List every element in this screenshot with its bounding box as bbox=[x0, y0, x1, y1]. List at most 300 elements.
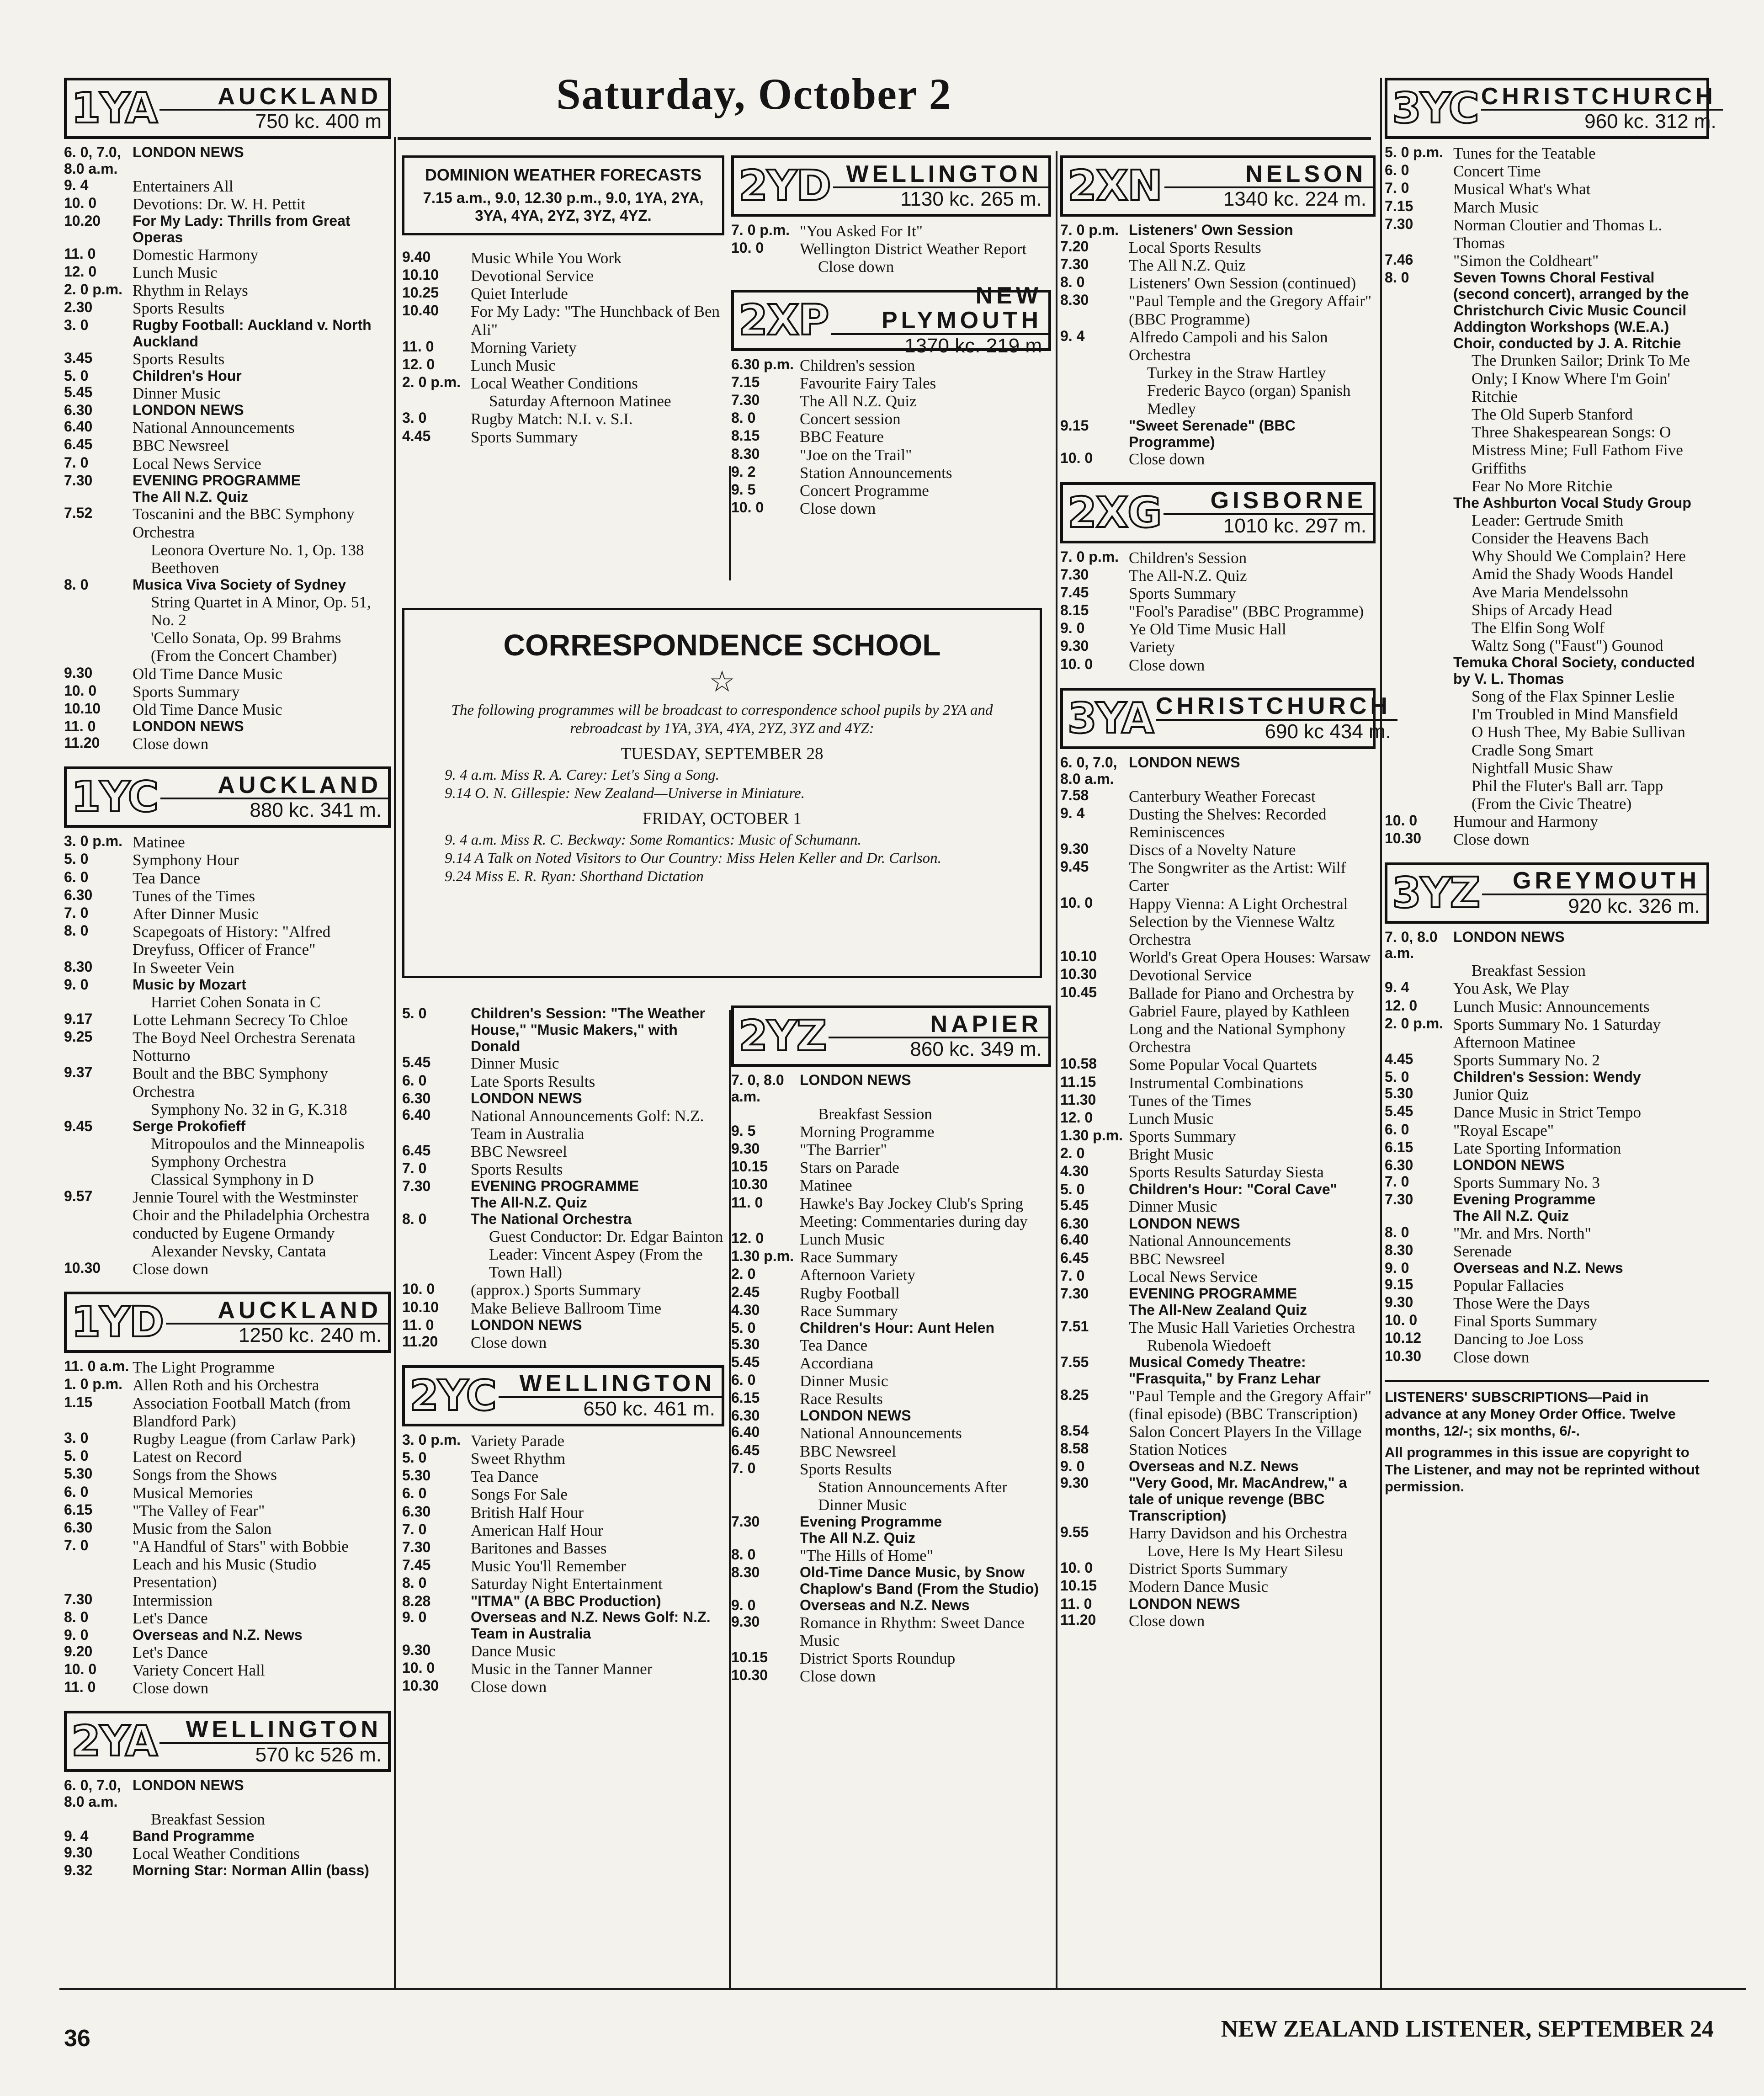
schedule-entry bbox=[1060, 1181, 1376, 1198]
column-divider bbox=[394, 137, 396, 1988]
entry-time: 6.40 bbox=[402, 1106, 431, 1123]
entry-time: 9.37 bbox=[64, 1064, 93, 1081]
entry-time bbox=[1060, 1542, 1129, 1560]
entry-programme: Classical Symphony in D bbox=[151, 1170, 314, 1189]
entry-time: 9.30 bbox=[1385, 1294, 1413, 1311]
entry-programme: LONDON NEWS bbox=[800, 1407, 911, 1424]
entry-programme: Overseas and N.Z. News bbox=[133, 1627, 303, 1644]
schedule-entry bbox=[64, 1862, 391, 1879]
entry-time: 9. 2 bbox=[731, 463, 756, 480]
schedule-entry bbox=[64, 1064, 391, 1100]
entry-programme: Make Believe Ballroom Time bbox=[471, 1299, 662, 1317]
schedule-entry bbox=[1060, 1250, 1376, 1268]
entry-time: 7. 0 bbox=[64, 1537, 89, 1554]
entry-time bbox=[1385, 477, 1453, 495]
schedule-entry bbox=[1060, 364, 1376, 382]
entry-programme: Toscanini and the BBC Symphony Orchestra bbox=[133, 505, 355, 541]
entry-time bbox=[1060, 1336, 1129, 1354]
entry-time: 9.30 bbox=[64, 664, 93, 681]
entry-time: 2. 0 bbox=[1060, 1145, 1085, 1162]
schedule-entry bbox=[731, 1336, 1051, 1354]
entry-programme: "You Asked For It" bbox=[800, 222, 923, 240]
entry-programme: The Songwriter as the Artist: Wilf Carter bbox=[1129, 859, 1346, 895]
entry-time: 9.30 bbox=[402, 1642, 431, 1659]
entry-programme: Local Weather Conditions bbox=[471, 374, 638, 393]
entry-programme: Dance Music in Strict Tempo bbox=[1453, 1103, 1641, 1122]
column-2-bottom bbox=[402, 1005, 724, 2005]
schedule bbox=[1060, 549, 1376, 674]
entry-time: 9.45 bbox=[1060, 858, 1089, 875]
schedule-entry bbox=[64, 1358, 391, 1376]
schedule-entry bbox=[731, 1614, 1051, 1649]
entry-time bbox=[1385, 619, 1453, 637]
correspondence-intro: The following programmes will be broadcast to correspondence school pupils by 2YA and rebroadcast by 1YA, 3YA, 4YA, 2YZ, 3YZ and 4YZ: bbox=[451, 702, 993, 737]
schedule-entry bbox=[1060, 1596, 1376, 1612]
entry-time: 8.25 bbox=[1060, 1386, 1089, 1403]
entry-programme: Romance in Rhythm: Sweet Dance Music bbox=[800, 1613, 1025, 1649]
entry-programme: Music You'll Remember bbox=[471, 1557, 626, 1575]
entry-programme: Phil the Fluter's Ball arr. Tapp bbox=[1472, 777, 1663, 795]
entry-time bbox=[64, 993, 133, 1011]
schedule-entry bbox=[1060, 1524, 1376, 1542]
entry-time: 10. 0 bbox=[731, 239, 764, 256]
schedule-entry bbox=[64, 851, 391, 869]
entry-time: 9.32 bbox=[64, 1862, 93, 1879]
entry-programme: Old Time Dance Music bbox=[133, 701, 282, 719]
entry-programme: Close down bbox=[800, 500, 876, 518]
entry-programme: Saturday Night Entertainment bbox=[471, 1575, 663, 1593]
schedule-entry bbox=[1385, 601, 1709, 619]
entry-programme: Jennie Tourel with the Westminster Choir and the Philadelphia Orchestra conducted by Eugene Ormandy bbox=[133, 1188, 370, 1242]
entry-programme: Breakfast Session bbox=[1472, 962, 1586, 980]
station-2xg bbox=[1060, 482, 1376, 674]
entry-time: 9. 0 bbox=[64, 1627, 89, 1644]
schedule-entry bbox=[64, 977, 391, 993]
entry-programme: Lunch Music: Announcements bbox=[1453, 997, 1650, 1016]
entry-time bbox=[1385, 687, 1453, 705]
entry-programme: The All N.Z. Quiz bbox=[800, 392, 917, 410]
entry-programme: Rugby League (from Carlaw Park) bbox=[133, 1430, 356, 1448]
entry-time: 7. 0, 8.0 a.m. bbox=[731, 1072, 784, 1105]
entry-time bbox=[64, 1135, 133, 1170]
schedule-entry bbox=[64, 593, 391, 629]
entry-programme: Rugby Football: Auckland v. North Auckland bbox=[133, 317, 372, 350]
entry-programme: The All N.Z. Quiz bbox=[1453, 1207, 1569, 1224]
entry-time: 7.45 bbox=[1060, 584, 1089, 601]
entry-time: 7.30 bbox=[731, 1513, 760, 1530]
schedule-entry bbox=[64, 144, 391, 177]
station-2xp bbox=[731, 282, 1051, 518]
entry-programme: The Drunken Sailor; Drink To Me Only; I Know Where I'm Goin' Ritchie bbox=[1472, 351, 1690, 405]
schedule-2ya-evening bbox=[402, 1005, 724, 1351]
entry-time: 9.57 bbox=[64, 1188, 93, 1205]
schedule-entry bbox=[1385, 495, 1709, 511]
schedule-entry bbox=[1060, 1319, 1376, 1336]
entry-programme: Close down bbox=[133, 1679, 209, 1697]
entry-time: 10.10 bbox=[1060, 948, 1097, 965]
entry-time: 7.30 bbox=[1385, 215, 1413, 232]
entry-programme: Overseas and N.Z. News Golf: N.Z. Team in Australia bbox=[471, 1609, 711, 1642]
schedule-entry bbox=[64, 1029, 391, 1064]
station-city: AUCKLAND bbox=[218, 771, 382, 798]
entry-time: 7. 0 p.m. bbox=[731, 222, 790, 238]
entry-time bbox=[1385, 705, 1453, 723]
entry-programme: Intermission bbox=[133, 1591, 213, 1609]
entry-time: 12. 0 bbox=[1385, 997, 1418, 1014]
entry-programme: "A Handful of Stars" with Bobbie Leach and his Music (Studio Presentation) bbox=[133, 1537, 349, 1591]
entry-programme: Salon Concert Players In the Village bbox=[1129, 1423, 1362, 1441]
entry-programme: Leader: Gertrude Smith bbox=[1472, 511, 1624, 529]
entry-programme: Allen Roth and his Orchestra bbox=[133, 1376, 319, 1394]
entry-time: 6.40 bbox=[64, 418, 93, 435]
entry-time: 6.45 bbox=[64, 436, 93, 453]
schedule-entry bbox=[1385, 547, 1709, 583]
station-call-sign: 3YZ bbox=[1392, 868, 1480, 917]
entry-programme: Some Popular Vocal Quartets bbox=[1129, 1056, 1317, 1074]
entry-programme: EVENING PROGRAMME bbox=[133, 472, 301, 489]
entry-time: 7.58 bbox=[1060, 787, 1089, 803]
schedule-entry bbox=[64, 455, 391, 473]
entry-time: 10.10 bbox=[402, 1298, 439, 1315]
station-header bbox=[64, 1292, 391, 1353]
schedule-entry bbox=[731, 1123, 1051, 1141]
station-3yz bbox=[1385, 862, 1709, 1366]
schedule-entry bbox=[402, 1160, 724, 1178]
entry-programme: LONDON NEWS bbox=[133, 1777, 244, 1794]
entry-programme: National Announcements bbox=[1129, 1232, 1291, 1250]
station-call-sign: 2XG bbox=[1068, 488, 1161, 537]
schedule-entry bbox=[402, 1678, 724, 1696]
station-city: NEW PLYMOUTH bbox=[882, 282, 1042, 334]
entry-programme: Local News Service bbox=[133, 454, 261, 473]
schedule-entry bbox=[64, 1101, 391, 1118]
entry-time: 11.20 bbox=[64, 734, 100, 751]
schedule-entry bbox=[1060, 1578, 1376, 1596]
entry-programme: Children's session bbox=[800, 356, 915, 374]
entry-time: 7. 0 bbox=[402, 1160, 427, 1177]
schedule-entry bbox=[1060, 1423, 1376, 1441]
entry-programme: BBC Feature bbox=[800, 428, 884, 446]
entry-programme: American Half Hour bbox=[471, 1521, 603, 1539]
schedule-entry bbox=[64, 869, 391, 887]
entry-programme: Children's Hour bbox=[133, 367, 242, 384]
entry-time: 5. 0 bbox=[64, 367, 89, 384]
entry-time: 10.20 bbox=[64, 213, 101, 229]
schedule-entry bbox=[1060, 1092, 1376, 1110]
entry-time: 6.30 bbox=[731, 1407, 760, 1424]
entry-time: 1.30 p.m. bbox=[1060, 1127, 1123, 1144]
station-call-sign: 3YA bbox=[1068, 693, 1153, 743]
entry-programme: The All N.Z. Quiz bbox=[133, 488, 249, 505]
station-call-sign: 1YD bbox=[71, 1298, 163, 1347]
schedule-entry bbox=[64, 1609, 391, 1627]
entry-time bbox=[1385, 495, 1453, 511]
entry-programme: Local News Service bbox=[1129, 1267, 1258, 1286]
entry-time: 7. 0 bbox=[1385, 1173, 1409, 1190]
schedule-entry bbox=[1385, 637, 1709, 654]
entry-time: 1.15 bbox=[64, 1394, 93, 1410]
entry-programme: Musical Comedy Theatre: "Frasquita," by Franz Lehar bbox=[1129, 1354, 1321, 1387]
entry-programme: Music in the Tanner Manner bbox=[471, 1660, 653, 1678]
entry-time bbox=[1385, 654, 1453, 687]
schedule-entry bbox=[731, 428, 1051, 446]
schedule-entry bbox=[1385, 777, 1709, 795]
schedule-entry bbox=[731, 1320, 1051, 1336]
entry-programme: Leader: Vincent Aspey (From the Town Hall) bbox=[489, 1245, 703, 1282]
entry-time: 5. 0 bbox=[402, 1005, 427, 1021]
schedule-entry bbox=[402, 428, 724, 446]
entry-programme: Three Shakespearean Songs: O Mistress Mine; Full Fathom Five Griffiths bbox=[1472, 423, 1683, 477]
page-title: Saturday, October 2 bbox=[556, 69, 952, 118]
entry-programme: "Simon the Coldheart" bbox=[1453, 252, 1599, 270]
schedule-entry bbox=[1060, 1612, 1376, 1630]
entry-time bbox=[1385, 759, 1453, 777]
schedule-entry bbox=[64, 1430, 391, 1448]
schedule-entry bbox=[1060, 1336, 1376, 1354]
station-city: WELLINGTON bbox=[519, 1370, 715, 1397]
correspondence-item: 9.24 Miss E. R. Ryan: Shorthand Dictation bbox=[445, 868, 704, 885]
station-city: AUCKLAND bbox=[218, 1297, 382, 1324]
schedule-entry bbox=[402, 303, 724, 338]
correspondence-day: FRIDAY, OCTOBER 1 bbox=[643, 809, 802, 829]
schedule-entry bbox=[1060, 274, 1376, 292]
entry-programme: Close down bbox=[800, 1667, 876, 1686]
entry-programme: Wellington District Weather Report bbox=[800, 240, 1027, 258]
schedule-entry bbox=[64, 1242, 391, 1260]
entry-time bbox=[1385, 405, 1453, 423]
entry-programme: Songs from the Shows bbox=[133, 1466, 277, 1484]
entry-programme: Music While You Work bbox=[471, 249, 622, 267]
schedule-entry bbox=[402, 1073, 724, 1091]
schedule-entry bbox=[1060, 1268, 1376, 1286]
entry-programme: Boult and the BBC Symphony Orchestra bbox=[133, 1064, 328, 1101]
station-frequency: 750 kc. 400 m bbox=[159, 109, 388, 133]
schedule-entry bbox=[1060, 1560, 1376, 1578]
schedule-entry bbox=[402, 392, 724, 410]
schedule-entry bbox=[402, 1211, 724, 1228]
schedule-entry bbox=[64, 718, 391, 735]
schedule-entry bbox=[402, 1450, 724, 1468]
schedule-entry bbox=[1385, 1242, 1709, 1260]
entry-time: 12. 0 bbox=[402, 356, 435, 372]
entry-programme: Children's Session: Wendy bbox=[1453, 1069, 1641, 1085]
schedule-entry bbox=[402, 1485, 724, 1503]
schedule-entry bbox=[402, 1178, 724, 1195]
schedule-entry bbox=[64, 1679, 391, 1697]
entry-programme: Lunch Music bbox=[1129, 1109, 1214, 1128]
schedule-entry bbox=[64, 177, 391, 195]
entry-time: 10.15 bbox=[1060, 1577, 1097, 1594]
schedule-entry bbox=[64, 1777, 391, 1810]
schedule-entry bbox=[1385, 1174, 1709, 1192]
entry-time: 7. 0 bbox=[402, 1521, 427, 1537]
station-frequency: 880 kc. 341 m. bbox=[160, 798, 388, 821]
entry-programme: Tea Dance bbox=[800, 1336, 868, 1354]
entry-time: 8. 0 bbox=[64, 576, 89, 593]
schedule-entry bbox=[731, 222, 1051, 240]
schedule-entry bbox=[1385, 1260, 1709, 1277]
schedule-entry bbox=[1385, 1208, 1709, 1224]
schedule-entry bbox=[402, 1299, 724, 1317]
schedule-entry bbox=[402, 1334, 724, 1351]
station-header bbox=[64, 766, 391, 828]
entry-time: 12. 0 bbox=[64, 263, 97, 280]
star-icon: ☆ bbox=[709, 665, 735, 698]
entry-time: 9.25 bbox=[64, 1028, 93, 1045]
entry-programme: Dusting the Shelves: Recorded Reminiscences bbox=[1129, 805, 1327, 841]
entry-programme: Variety bbox=[1129, 638, 1175, 656]
entry-time bbox=[731, 258, 800, 276]
schedule-entry bbox=[1060, 755, 1376, 787]
entry-programme: "Sweet Serenade" (BBC Programme) bbox=[1129, 417, 1296, 450]
entry-time: 2. 0 p.m. bbox=[64, 281, 123, 298]
schedule-entry bbox=[1060, 805, 1376, 841]
entry-programme: Sweet Rhythm bbox=[471, 1450, 566, 1468]
entry-programme: Waltz Song ("Faust") Gounod bbox=[1472, 637, 1663, 655]
entry-programme: "Joe on the Trail" bbox=[800, 446, 912, 464]
schedule-entry bbox=[1385, 529, 1709, 547]
schedule-entry bbox=[64, 683, 391, 701]
entry-programme: Close down bbox=[1129, 656, 1205, 674]
schedule-entry bbox=[731, 258, 1051, 276]
entry-programme: Late Sports Results bbox=[471, 1072, 595, 1091]
entry-time: 10.30 bbox=[1385, 830, 1422, 847]
column-3-bottom bbox=[731, 1005, 1051, 2005]
entry-time: 5.45 bbox=[1060, 1197, 1089, 1214]
entry-time: 7. 0 bbox=[64, 904, 89, 921]
weather-title: DOMINION WEATHER FORECASTS bbox=[425, 165, 702, 184]
entry-time: 11. 0 a.m. bbox=[64, 1358, 129, 1375]
entry-programme: For My Lady: "The Hunchback of Ben Ali" bbox=[471, 303, 720, 339]
schedule-entry bbox=[64, 282, 391, 299]
station-call-sign: 2XP bbox=[739, 295, 829, 345]
entry-time bbox=[1385, 423, 1453, 477]
entry-time: 6.45 bbox=[402, 1142, 431, 1159]
schedule-entry bbox=[1060, 638, 1376, 656]
schedule-entry bbox=[402, 1609, 724, 1642]
schedule-entry bbox=[64, 1537, 391, 1591]
entry-time: 7.30 bbox=[731, 391, 760, 408]
entry-programme: Let's Dance bbox=[133, 1643, 208, 1661]
schedule-entry bbox=[402, 1642, 724, 1660]
entry-programme: Songs For Sale bbox=[471, 1485, 568, 1504]
entry-programme: String Quartet in A Minor, Op. 51, No. 2 bbox=[151, 593, 371, 629]
entry-programme: O Hush Thee, My Babie Sullivan bbox=[1472, 723, 1685, 741]
entry-time: 3. 0 p.m. bbox=[64, 833, 123, 850]
entry-time: 5. 0 bbox=[64, 851, 89, 867]
entry-time: 6.45 bbox=[731, 1442, 760, 1458]
schedule-entry bbox=[731, 1230, 1051, 1248]
schedule-entry bbox=[1060, 1354, 1376, 1387]
entry-programme: March Music bbox=[1453, 198, 1539, 216]
schedule-entry bbox=[731, 1408, 1051, 1424]
entry-programme: LONDON NEWS bbox=[133, 402, 244, 419]
entry-programme: Nightfall Music Shaw bbox=[1472, 759, 1613, 777]
entry-programme: British Half Hour bbox=[471, 1503, 584, 1521]
schedule-entry bbox=[1060, 256, 1376, 274]
entry-programme: "Royal Escape" bbox=[1453, 1121, 1554, 1139]
schedule-entry bbox=[1060, 1441, 1376, 1458]
entry-programme: Close down bbox=[471, 1678, 547, 1696]
entry-time: 10. 0 bbox=[1060, 450, 1093, 467]
entry-time: 8.30 bbox=[64, 958, 93, 975]
schedule-entry bbox=[731, 410, 1051, 428]
entry-programme: LONDON NEWS bbox=[133, 144, 244, 160]
entry-time: 7.15 bbox=[1385, 197, 1413, 214]
schedule bbox=[731, 1072, 1051, 1685]
schedule-entry bbox=[1060, 292, 1376, 328]
schedule-entry bbox=[1060, 1145, 1376, 1163]
entry-time bbox=[1385, 601, 1453, 619]
schedule-entry bbox=[64, 1376, 391, 1394]
entry-programme: Lunch Music bbox=[800, 1230, 885, 1248]
entry-programme: Dinner Music bbox=[133, 384, 221, 403]
schedule-entry bbox=[1060, 1128, 1376, 1145]
entry-time: 1. 0 p.m. bbox=[64, 1376, 123, 1393]
entry-time: 6.30 bbox=[1385, 1156, 1413, 1173]
entry-time: 7. 0 bbox=[1060, 1267, 1085, 1284]
entry-programme: Matinee bbox=[133, 833, 185, 851]
entry-programme: The Ashburton Vocal Study Group bbox=[1453, 494, 1691, 511]
entry-time: 10.15 bbox=[731, 1649, 768, 1665]
schedule-entry bbox=[1385, 654, 1709, 687]
schedule-entry bbox=[1385, 998, 1709, 1016]
schedule-entry bbox=[402, 1660, 724, 1678]
schedule-entry bbox=[1385, 511, 1709, 529]
entry-programme: Baritones and Basses bbox=[471, 1539, 607, 1557]
entry-time: 8. 0 bbox=[64, 1608, 89, 1625]
entry-programme: Listeners' Own Session (continued) bbox=[1129, 274, 1356, 293]
entry-programme: Humour and Harmony bbox=[1453, 813, 1598, 831]
entry-programme: Alexander Nevsky, Cantata bbox=[151, 1242, 326, 1260]
entry-programme: National Announcements Golf: N.Z. Team in Australia bbox=[471, 1107, 704, 1143]
schedule-entry bbox=[64, 1828, 391, 1845]
schedule-entry bbox=[64, 505, 391, 541]
entry-time bbox=[1385, 351, 1453, 405]
schedule-entry bbox=[64, 923, 391, 958]
entry-time bbox=[1385, 547, 1453, 583]
schedule-entry bbox=[402, 1107, 724, 1143]
entry-time: 9. 4 bbox=[1385, 979, 1409, 996]
entry-programme: Love, Here Is My Heart Silesu bbox=[1147, 1542, 1344, 1560]
schedule-entry bbox=[64, 629, 391, 647]
schedule-entry bbox=[731, 1442, 1051, 1460]
entry-time: 5. 0 bbox=[1060, 1181, 1085, 1197]
schedule-entry bbox=[731, 500, 1051, 517]
entry-time: 4.30 bbox=[731, 1301, 760, 1318]
entry-time: 5. 0 bbox=[402, 1449, 427, 1466]
entry-time: 7. 0, 8.0 a.m. bbox=[1385, 928, 1438, 962]
entry-programme: Variety Concert Hall bbox=[133, 1661, 265, 1680]
schedule-entry bbox=[731, 1547, 1051, 1564]
entry-time bbox=[1060, 1302, 1129, 1319]
entry-programme: Musical What's What bbox=[1453, 180, 1591, 198]
schedule-entry bbox=[402, 1091, 724, 1107]
entry-time: 6. 0 bbox=[64, 868, 89, 885]
entry-programme: Sports Summary bbox=[133, 682, 240, 701]
schedule-entry bbox=[64, 1394, 391, 1430]
entry-time: 6. 0 bbox=[731, 1372, 756, 1388]
entry-programme: Let's Dance bbox=[133, 1609, 208, 1627]
column-5 bbox=[1385, 78, 1716, 2005]
entry-time: 1.30 p.m. bbox=[731, 1248, 794, 1265]
entry-time: 10. 0 bbox=[1385, 812, 1418, 829]
station-header bbox=[731, 1005, 1051, 1067]
entry-time: 7.30 bbox=[64, 472, 93, 489]
station-city: CHRISTCHURCH bbox=[1156, 693, 1391, 720]
entry-programme: Musical Memories bbox=[133, 1484, 253, 1502]
schedule-entry bbox=[402, 1281, 724, 1299]
